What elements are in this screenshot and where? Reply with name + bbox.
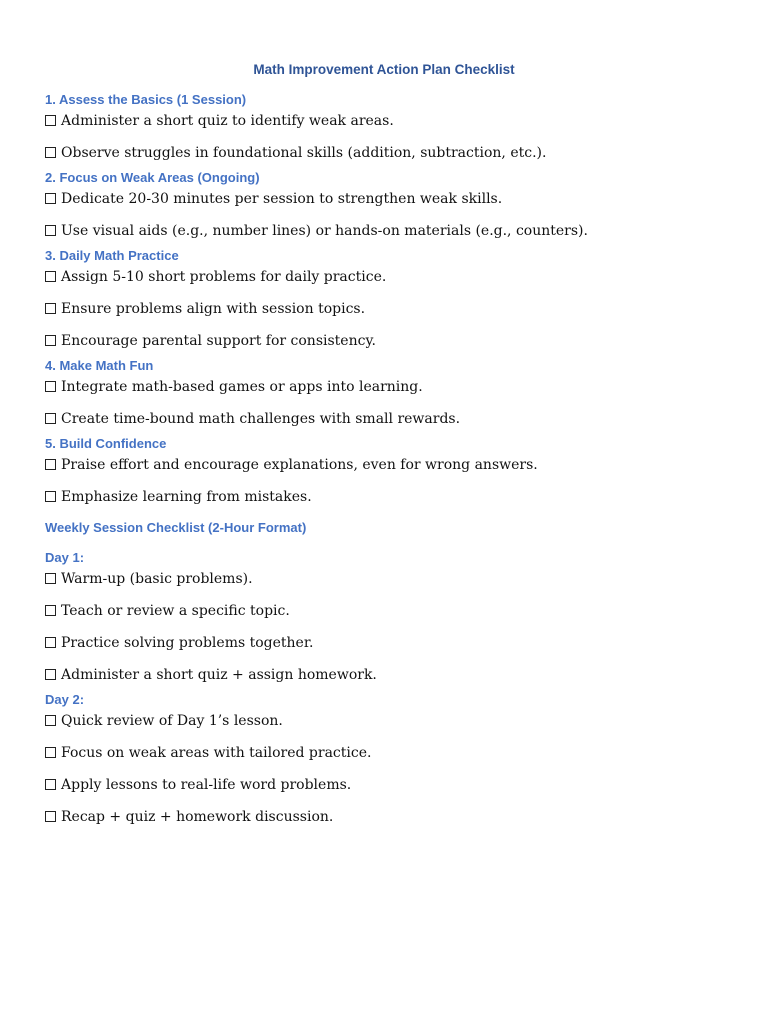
checklist-item-text: Observe struggles in foundational skills (addition, subtraction, etc.). [61,145,547,161]
checklist-item [45,188,745,210]
checkbox-icon[interactable] [45,335,56,346]
section-heading: 5. Build Confidence [45,436,167,451]
section-build-confidence [45,434,745,508]
checklist-item [45,774,745,796]
checklist-item [45,220,745,242]
checkbox-icon[interactable] [45,303,56,314]
section-make-math-fun [45,356,745,430]
checkbox-icon[interactable] [45,147,56,158]
checklist-item-text: Dedicate 20-30 minutes per session to strengthen weak skills. [61,191,503,207]
section-heading: 2. Focus on Weak Areas (Ongoing) [45,170,260,185]
checkbox-icon[interactable] [45,715,56,726]
checkbox-icon[interactable] [45,573,56,584]
checklist-item [45,632,745,654]
checklist-item-text: Use visual aids (e.g., number lines) or hands-on materials (e.g., counters). [61,223,588,239]
checkbox-icon[interactable] [45,271,56,282]
checklist-item-text: Practice solving problems together. [61,635,314,651]
checklist-item-text: Recap + quiz + homework discussion. [61,809,334,825]
checklist-item-text: Praise effort and encourage explanations, even for wrong answers. [61,457,538,473]
checkbox-icon[interactable] [45,637,56,648]
section-heading: 3. Daily Math Practice [45,248,179,263]
checklist-item [45,600,745,622]
checklist-item [45,266,745,288]
checklist-item [45,298,745,320]
section-heading: 4. Make Math Fun [45,358,154,373]
document-title: Math Improvement Action Plan Checklist [253,62,515,77]
checklist-item [45,742,745,764]
checklist-item-text: Teach or review a specific topic. [61,603,290,619]
checklist-item [45,110,745,132]
checklist-item-text: Ensure problems align with session topics. [61,301,366,317]
checkbox-icon[interactable] [45,669,56,680]
checklist-item [45,330,745,352]
checkbox-icon[interactable] [45,459,56,470]
checklist-item [45,568,745,590]
day-heading: Day 1: [45,550,85,565]
section-weekly-session [45,518,745,828]
checkbox-icon[interactable] [45,413,56,424]
section-daily-practice [45,246,745,352]
checklist-item-text: Encourage parental support for consistency. [61,333,376,349]
checklist-item-text: Assign 5-10 short problems for daily practice. [61,269,387,285]
checklist-item [45,376,745,398]
checklist-item-text: Focus on weak areas with tailored practice. [61,745,372,761]
checkbox-icon[interactable] [45,491,56,502]
checklist-item-text: Administer a short quiz + assign homework. [61,667,377,683]
checklist-item-text: Create time-bound math challenges with small rewards. [61,411,461,427]
weekly-heading: Weekly Session Checklist (2-Hour Format) [45,520,307,535]
checkbox-icon[interactable] [45,381,56,392]
checkbox-icon[interactable] [45,193,56,204]
checklist-item [45,486,745,508]
checkbox-icon[interactable] [45,779,56,790]
checkbox-icon[interactable] [45,115,56,126]
checklist-item [45,142,745,164]
checklist-item-text: Integrate math-based games or apps into learning. [61,379,423,395]
day-1-block [45,548,745,686]
checkbox-icon[interactable] [45,747,56,758]
checklist-item-text: Apply lessons to real-life word problems. [61,777,352,793]
day-2-block [45,690,745,828]
checklist-item [45,408,745,430]
checkbox-icon[interactable] [45,811,56,822]
checklist-item-text: Warm-up (basic problems). [61,571,253,587]
checklist-item [45,454,745,476]
checklist-item-text: Quick review of Day 1’s lesson. [61,713,283,729]
section-assess-basics [45,90,745,164]
checklist-item [45,806,745,828]
checkbox-icon[interactable] [45,605,56,616]
section-heading: 1. Assess the Basics (1 Session) [45,92,247,107]
checklist-item-text: Emphasize learning from mistakes. [61,489,312,505]
section-focus-weak-areas [45,168,745,242]
checkbox-icon[interactable] [45,225,56,236]
checklist-item-text: Administer a short quiz to identify weak areas. [61,113,394,129]
day-heading: Day 2: [45,692,85,707]
checklist-item [45,710,745,732]
checklist-content [45,90,745,838]
checklist-item [45,664,745,686]
